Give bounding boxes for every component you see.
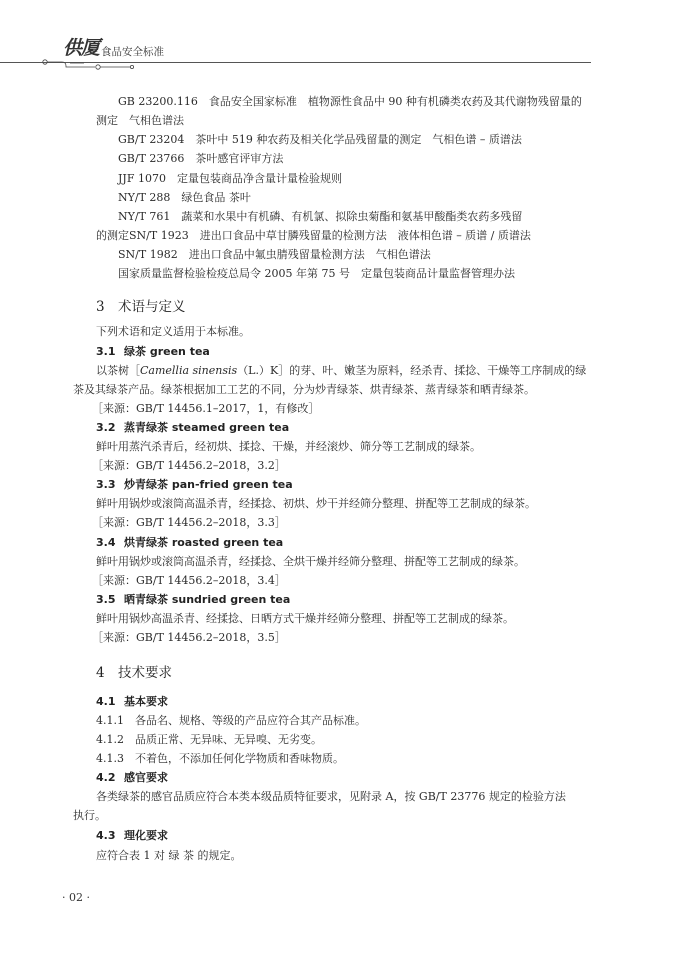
section-heading: 4 技术要求 [96,665,172,681]
source-note: ［来源：GB/T 14456.2–2018，3.4］ [92,574,286,587]
paragraph-line: 鲜叶用锅炒或滚筒高温杀青，经揉捻、全烘干燥并经筛分整理、拼配等工艺制成的绿茶。 [96,555,525,568]
brand-logo-text: 供厦 [63,37,100,59]
paragraph-line: 执行。 [73,809,106,822]
subsection-heading: 4.1 基本要求 [96,695,168,708]
ref-line: NY/T 288 绿色食品 茶叶 [118,191,251,204]
subsection-heading: 4.2 感官要求 [96,771,168,784]
source-note: ［来源：GB/T 14456.2–2018，3.5］ [92,631,286,644]
paragraph-line: 应符合表 1 对 绿 茶 的规定。 [96,849,242,862]
brand-subtitle: 食品安全标准 [101,46,164,58]
subsection-heading: 3.4 烘青绿茶 roasted green tea [96,536,284,549]
page-header [0,0,681,80]
subsection-heading: 3.1 绿茶 green tea [96,345,210,358]
page-number: · 02 · [62,891,90,904]
list-item: 4.1.2 品质正常、无异味、无异嗅、无劣变。 [96,733,322,746]
paragraph-line: 各类绿茶的感官品质应符合本类本级品质特征要求，见附录 A，按 GB/T 23776 规定的检验方法 [96,790,566,803]
header-ornament-icon [40,58,140,72]
ref-line: 测定 气相色谱法 [96,114,184,127]
source-note: ［来源：GB/T 14456.2–2018，3.2］ [92,459,286,472]
ref-line: JJF 1070 定量包装商品净含量计量检验规则 [118,172,342,185]
source-note: ［来源：GB/T 14456.1–2017，1，有修改］ [92,402,320,415]
ref-line: GB/T 23204 茶叶中 519 种农药及相关化学品残留量的测定 气相色谱 – 质谱法 [118,133,522,146]
ref-line: GB/T 23766 茶叶感官评审方法 [118,152,284,165]
ref-line: 的测定SN/T 1923 进出口食品中草甘膦残留量的检测方法 液体相色谱 – 质谱 / 质谱法 [96,229,531,242]
paragraph-line: 茶及其绿茶产品。绿茶根据加工工艺的不同，分为炒青绿茶、烘青绿茶、蒸青绿茶和晒青绿茶。 [73,383,535,396]
ref-line: NY/T 761 蔬菜和水果中有机磷、有机氯、拟除虫菊酯和氨基甲酸酯类农药多残留 [118,210,523,223]
subsection-heading: 4.3 理化要求 [96,829,168,842]
section-heading: 3 术语与定义 [96,299,186,315]
list-item: 4.1.3 不着色，不添加任何化学物质和香味物质。 [96,752,344,765]
section-intro: 下列术语和定义适用于本标准。 [96,325,250,338]
source-note: ［来源：GB/T 14456.2–2018，3.3］ [92,516,286,529]
subsection-heading: 3.2 蒸青绿茶 steamed green tea [96,421,290,434]
paragraph-line: 鲜叶用蒸汽杀青后，经初烘、揉捻、干燥，并经滚炒、筛分等工艺制成的绿茶。 [96,440,481,453]
subsection-heading: 3.3 炒青绿茶 pan-fried green tea [96,478,293,491]
list-item: 4.1.1 各品名、规格、等级的产品应符合其产品标准。 [96,714,366,727]
ref-line: GB 23200.116 食品安全国家标准 植物源性食品中 90 种有机磷类农药及其代谢物残留量的 [118,95,582,108]
ref-line: 国家质量监督检验检疫总局令 2005 年第 75 号 定量包装商品计量监督管理办法 [118,267,515,280]
subsection-heading: 3.5 晒青绿茶 sundried green tea [96,593,291,606]
paragraph-line: 鲜叶用锅炒高温杀青、经揉捻、日晒方式干燥并经筛分整理、拼配等工艺制成的绿茶。 [96,612,514,625]
paragraph-line: 鲜叶用锅炒或滚筒高温杀青，经揉捻、初烘、炒干并经筛分整理、拼配等工艺制成的绿茶。 [96,497,536,510]
ref-line: SN/T 1982 进出口食品中氟虫腈残留量检测方法 气相色谱法 [118,248,431,261]
paragraph-line: 以茶树［Camellia sinensis（L.）K］的芽、叶、嫩茎为原料，经杀青、揉捻、干燥等工序制成的绿 [96,364,587,377]
